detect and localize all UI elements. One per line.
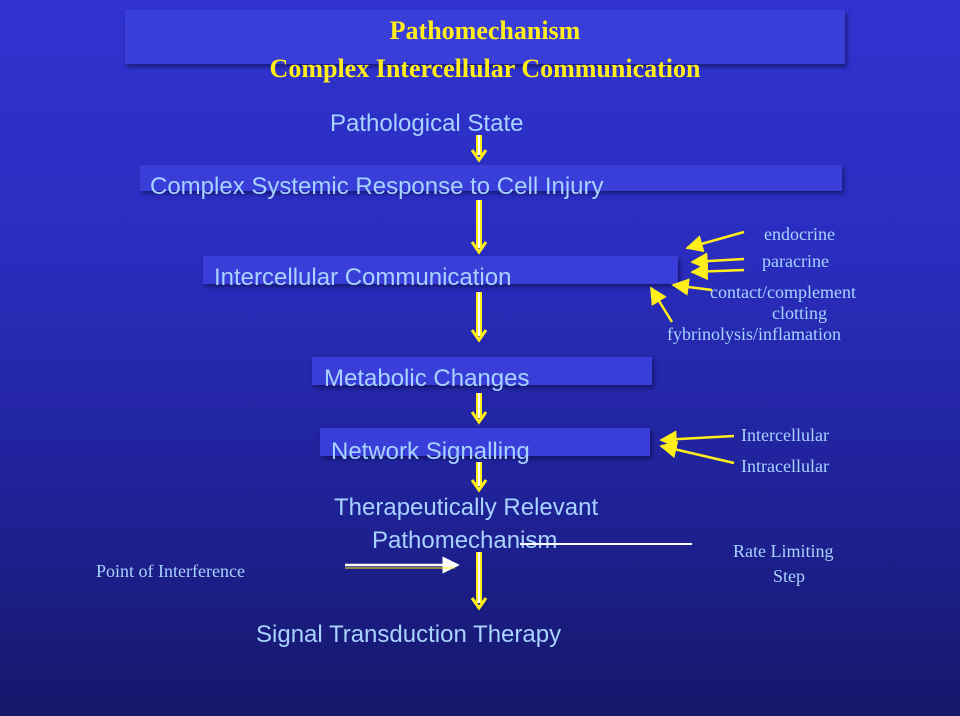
- signalling-type-intracellular: Intracellular: [741, 456, 829, 476]
- comm-type-fybrinolysis: fybrinolysis/inflamation: [667, 324, 841, 344]
- rate-limiting-line-2: Step: [773, 566, 806, 586]
- arrow-communication-to-metabolic: [472, 292, 486, 340]
- arrow-metabolic-to-network: [472, 393, 486, 422]
- comm-type-paracrine: paracrine: [762, 251, 829, 271]
- signal-transduction-label: Signal Transduction Therapy: [256, 621, 562, 648]
- arrow-therapeutic-to-transduction: [472, 552, 486, 608]
- arrows-communication-types: [651, 232, 744, 322]
- title-line-1: Pathomechanism: [389, 16, 581, 45]
- rate-limiting-line-1: Rate Limiting: [733, 541, 834, 561]
- pathological-state-label: Pathological State: [330, 110, 524, 137]
- metabolic-changes-label: Metabolic Changes: [324, 365, 530, 392]
- comm-type-clotting: clotting: [772, 303, 827, 323]
- intercellular-communication-label: Intercellular Communication: [214, 264, 512, 291]
- arrow-network-to-therapeutic: [472, 462, 486, 490]
- point-of-interference-arrow: [345, 565, 458, 568]
- comm-type-contact: contact/complement: [710, 282, 856, 302]
- arrows-signalling-types: [661, 436, 734, 463]
- therapeutic-label-line-1: Therapeutically Relevant: [334, 494, 599, 521]
- systemic-response-label: Complex Systemic Response to Cell Injury: [150, 173, 604, 200]
- comm-type-endocrine: endocrine: [764, 224, 835, 244]
- signalling-type-intercellular: Intercellular: [741, 425, 829, 445]
- title-line-2: Complex Intercellular Communication: [269, 54, 701, 83]
- arrow-systemic-to-communication: [472, 200, 486, 252]
- therapeutic-label-line-2: Pathomechanism: [372, 527, 558, 554]
- arrow-pathological-to-systemic: [472, 135, 486, 160]
- network-signalling-label: Network Signalling: [331, 438, 530, 465]
- point-of-interference-label: Point of Interference: [96, 561, 245, 581]
